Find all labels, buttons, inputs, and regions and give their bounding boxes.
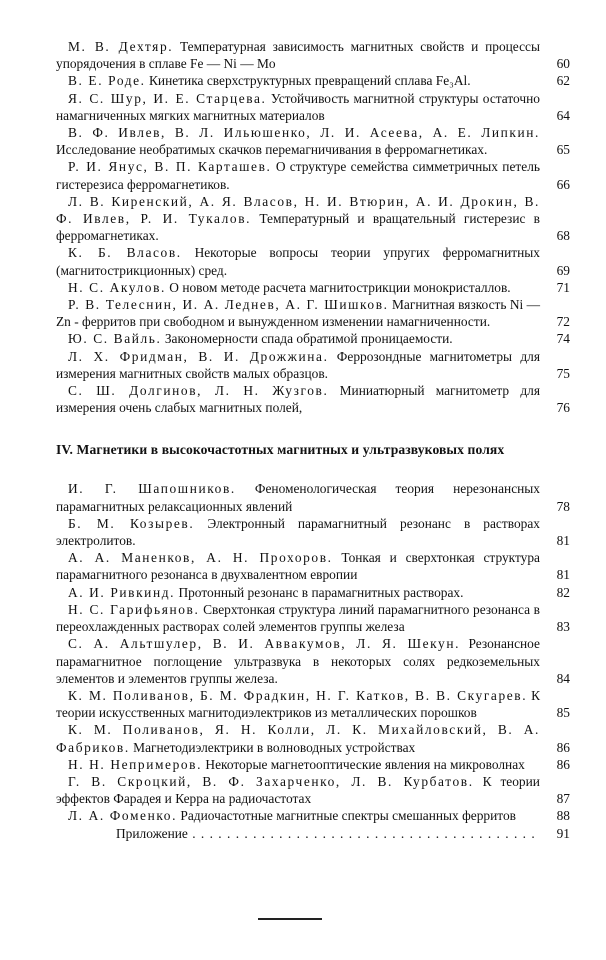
toc-entry [56, 38, 570, 72]
toc-entry-authors: Р. И. Янус, В. П. Карташев. [68, 159, 272, 175]
toc-entry-page: 72 [556, 314, 570, 330]
toc-entry-authors: Р. В. Телеснин, И. А. Леднев, А. Г. Шишков. [68, 297, 389, 313]
toc-entry-authors: Г. В. Скроцкий, В. Ф. Захарченко, Л. В. Курбатов. [68, 773, 474, 789]
toc-entry-authors: В. Ф. Ивлев, В. Л. Ильюшенко, Л. И. Асеева, А. Е. Липкин. [68, 125, 540, 141]
toc-entry-authors: Б. М. Козырев. [68, 515, 195, 531]
toc-entry-page: 81 [556, 567, 570, 583]
toc-entry [56, 72, 570, 89]
toc-entry-page: 85 [556, 705, 570, 721]
toc-entry-text [56, 90, 540, 124]
toc-entry-text [56, 807, 540, 824]
toc-entry-authors: Н. С. Гарифьянов. [68, 601, 200, 617]
end-rule [258, 918, 322, 920]
toc-entry-authors: Л. А. Фоменко. [68, 808, 178, 824]
toc-entry-authors: К. М. Поливанов, Я. Н. Колли, Л. К. Михайловский, В. А. Фабриков. [56, 722, 540, 755]
toc-entry-page: 76 [556, 400, 570, 416]
toc-entry-page: 75 [556, 365, 570, 381]
toc-entry-authors: К. М. Поливанов, Б. М. Фрадкин, Н. Г. Катков, В. В. Скугарев. [68, 687, 528, 703]
toc-entry-title: Миниатюрный магнитометр для измерения очень слабых магнитных полей, [56, 383, 540, 416]
toc-entry-text [56, 244, 540, 278]
toc-entry [56, 296, 570, 330]
toc-entry-text [56, 687, 540, 721]
toc-entry-title: Температурная зависимость магнитных свойств и процессы упорядочения в сплаве Fe — Ni — Mo [56, 39, 540, 72]
toc-entry [56, 90, 570, 124]
toc-entry-authors: С. А. Альтшулер, В. И. Аввакумов, Л. Я. Шекун. [68, 636, 461, 652]
toc-entry-page: 69 [556, 262, 570, 278]
toc-entry-text [56, 721, 540, 755]
toc-part-4 [56, 480, 570, 824]
toc-entry [56, 515, 570, 549]
toc-entry-title: К теории искусственных магнитодиэлектриков из металлических порошков [56, 687, 541, 721]
toc-entry [56, 244, 570, 278]
toc-entry-page: 81 [556, 533, 570, 549]
toc-entry-page: 86 [556, 756, 570, 772]
toc-entry-title: Электронный парамагнитный резонанс в растворах электролитов. [56, 515, 540, 549]
toc-entry [56, 124, 570, 158]
toc-entry-authors: А. А. Маненков, А. Н. Прохоров. [68, 550, 333, 566]
toc-entry-text [56, 382, 540, 416]
toc-entry-page: 84 [556, 670, 570, 686]
toc-entry [56, 193, 570, 245]
toc-entry-authors: А. И. Ривкинд. [68, 584, 176, 600]
toc-entry [56, 687, 570, 721]
toc-entry-text [56, 38, 540, 72]
toc-entry [56, 549, 570, 583]
toc-entry-page: 71 [556, 279, 570, 295]
toc-entry-title: Феррозондные магнитометры для измерения магнитных свойств малых образцов. [56, 348, 540, 381]
toc-entry-page: 62 [556, 73, 570, 89]
toc-entry-title: Некоторые вопросы теории упругих ферромагнитных (магнитострикционных) сред. [56, 245, 540, 278]
toc-entry-title: Температурный и вращательный гистерезис в ферромагнетиках. [56, 211, 540, 244]
toc-entry [56, 480, 570, 514]
toc-entry [56, 721, 570, 755]
toc-entry-text [56, 480, 540, 514]
toc-entry-authors: К. Б. Власов. [68, 245, 182, 261]
appendix-label: Приложение . . . [116, 825, 540, 842]
toc-entry-text [56, 348, 540, 382]
toc-entry-page: 83 [556, 619, 570, 635]
appendix-entry [56, 825, 570, 842]
toc-entry-title: Феноменологическая теория нерезонансных парамагнитных релаксационных явлений [56, 481, 540, 514]
toc-entry-title: О структуре семейства симметричных петель гистерезиса ферромагнетиков. [56, 159, 540, 192]
toc-entry-page: 64 [556, 107, 570, 123]
toc-entry-text [56, 279, 540, 296]
toc-entry [56, 348, 570, 382]
toc-entry-text [56, 635, 540, 687]
toc-entry-title: Сверхтонкая структура линий парамагнитного резонанса в переохлажденных растворах солей элементов группы железа [56, 601, 540, 635]
toc-entry-text [56, 296, 540, 330]
toc-entry [56, 601, 570, 635]
toc-entry [56, 807, 570, 824]
toc-entry-title: Радиочастотные магнитные спектры смешанных ферритов [180, 808, 516, 824]
toc-entry-page: 86 [556, 739, 570, 755]
toc-entry-text [56, 515, 540, 549]
toc-entry-page: 87 [556, 791, 570, 807]
toc-entry [56, 158, 570, 192]
toc-entry-text [56, 158, 540, 192]
toc-entry-authors: Н. С. Акулов. [68, 279, 166, 295]
toc-entry-page: 68 [556, 228, 570, 244]
toc-entry-title: О новом методе расчета магнитострикции монокристаллов. [169, 279, 511, 295]
toc-entry [56, 330, 570, 347]
toc-part-3 [56, 38, 570, 416]
toc-entry-page: 66 [556, 176, 570, 192]
toc-entry-title: К теории эффектов Фарадея и Керра на радиочастотах [56, 773, 540, 807]
toc-entry-page: 74 [556, 331, 570, 347]
toc-entry-authors: Л. В. Киренский, А. Я. Власов, Н. И. Втюрин, А. И. Дрокин, В. Ф. Ивлев, Р. И. Тукалов. [56, 193, 540, 227]
toc-entry [56, 382, 570, 416]
toc-entry-text [56, 601, 540, 635]
toc-entry-authors: И. Г. Шапошников. [68, 481, 236, 497]
toc-entry-title: Некоторые магнетооптические явления на микроволнах [205, 756, 525, 772]
toc-entry-text [56, 193, 540, 245]
toc-entry-title: Тонкая и сверхтонкая структура парамагнитного резонанса в двухвалентном европии [56, 550, 540, 583]
toc-entry-text [56, 773, 540, 807]
toc-entry-title: Резонансное парамагнитное поглощение ультразвука в некоторых солях редкоземельных элементов и элементов группы железа. [56, 636, 540, 686]
toc-entry [56, 584, 570, 601]
toc-entry-title: Протонный резонанс в парамагнитных растворах. [178, 584, 464, 600]
toc-entry-text [56, 756, 540, 773]
toc-entry-authors: Ю. С. Вайль. [68, 331, 162, 347]
appendix-page: 91 [556, 825, 570, 841]
toc-entry [56, 635, 570, 687]
toc-entry-authors: М. В. Дехтяр. [68, 39, 174, 54]
toc-entry-page: 88 [556, 808, 570, 824]
toc-entry-text [56, 330, 540, 347]
toc-entry-authors: Я. С. Шур, И. Е. Старцева. [68, 90, 267, 106]
toc-entry-title: Исследование необратимых скачков перемагничивания в ферромагнетиках. [56, 142, 488, 158]
toc-entry-text [56, 549, 540, 583]
toc-entry [56, 773, 570, 807]
toc-entry-page: 82 [556, 584, 570, 600]
toc-entry-authors: Л. Х. Фридман, В. И. Дрожжина. [68, 348, 329, 364]
toc-entry-page: 65 [556, 142, 570, 158]
toc-entry-title: Закономерности спада обратимой проницаемости. [164, 331, 453, 347]
toc-entry-page: 78 [556, 498, 570, 514]
toc-entry-title: Кинетика сверхструктурных превращений сплава Fe₃Al. [149, 73, 471, 89]
toc-entry [56, 279, 570, 296]
toc-entry-authors: В. Е. Роде. [68, 73, 146, 89]
toc-entry-authors: Н. Н. Непримеров. [68, 756, 203, 772]
toc-entry-authors: С. Ш. Долгинов, Л. Н. Жузгов. [68, 383, 329, 399]
toc-entry-text [56, 72, 540, 89]
toc-entry-title: Устойчивость магнитной структуры остаточно намагниченных мягких магнитных материалов [56, 90, 540, 123]
toc-entry-text [56, 124, 540, 158]
section-heading: IV. Магнетики в высокочастотных магнитных и ультразвуковых полях [56, 442, 505, 458]
toc-entry-text [56, 584, 540, 601]
toc-entry-title: Магнетодиэлектрики в волноводных устройствах [133, 739, 416, 755]
table-of-contents [56, 38, 570, 842]
toc-entry-page: 60 [556, 56, 570, 72]
toc-entry [56, 756, 570, 773]
toc-entry-title: Магнитная вязкость Ni — Zn - ферритов при свободном и вынужденном изменении намагниченности. [56, 297, 540, 330]
